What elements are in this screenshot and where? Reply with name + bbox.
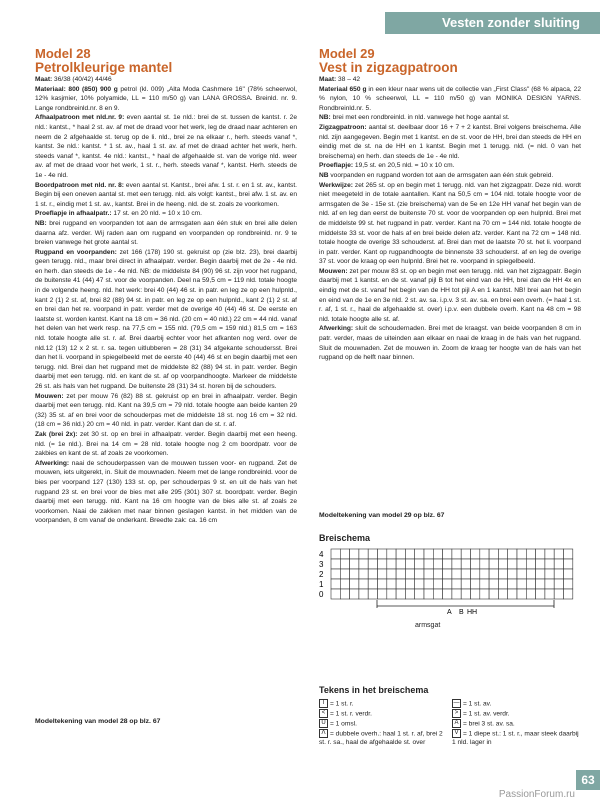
legend-item: < = 1 st. r. verdr. bbox=[319, 709, 444, 718]
chart-cell bbox=[378, 579, 387, 589]
chart-cell bbox=[536, 569, 545, 579]
row-label: 4 bbox=[319, 550, 324, 559]
chart-cell bbox=[461, 589, 470, 599]
chart-cell bbox=[564, 559, 573, 569]
size-line: Maat: 36/38 (40/42) 44/46 bbox=[35, 76, 112, 83]
chart-cell bbox=[536, 579, 545, 589]
chart-cell bbox=[517, 549, 526, 559]
chart-cell bbox=[545, 559, 554, 569]
legend-item: > = 1 st. av. verdr. bbox=[452, 709, 582, 718]
chart-cell bbox=[461, 559, 470, 569]
arrow-label-a: A bbox=[447, 609, 452, 616]
chart-cell bbox=[489, 589, 498, 599]
material-line: Materiaal 650 g in een kleur naar wens uit de collectie van „First Class" (68 % alpaca, 22 % nylon, 10 % scheerwol, LL = 110 m/50 g) van MONIKA DESIGN YARNS. Rondbreinld.nr. 5. bbox=[319, 85, 582, 112]
chart-cell bbox=[536, 559, 545, 569]
paragraph: NB voorpanden en rugpand worden tot aan de armsgaten aan één stuk gebreid. bbox=[319, 171, 554, 179]
chart-cell bbox=[424, 559, 433, 569]
arrow-label-b: B bbox=[459, 609, 464, 616]
chart-cell bbox=[368, 589, 377, 599]
watermark: PassionForum.ru bbox=[498, 789, 575, 800]
footnote-left: Modeltekening van model 28 op blz. 67 bbox=[35, 718, 161, 725]
chart-cell bbox=[489, 569, 498, 579]
chart-cell bbox=[359, 549, 368, 559]
page-number: 63 bbox=[576, 770, 600, 790]
paragraph: Mouwen: zet per mouw 76 (82) 88 st. gekruist op en brei in afhaalpatr. verder. Begin daarbij met een terugg. nld. Kant na 39,5 cm = 79 nld. totale hoogte aan beide kanten 29 (32) 35 st. af en brei voor de schouderpas met de middelste 18 st. nog 16 cm = 32 nld. (18 cm = 36 nld.) 20 cm = 40 nld. in patr. verder. Kant dan de st. r. af. bbox=[35, 392, 297, 429]
chart-cell bbox=[405, 559, 414, 569]
chart-cell bbox=[359, 559, 368, 569]
chart-cell bbox=[443, 579, 452, 589]
paragraph: Werkwijze: zet 265 st. op en begin met 1 terugg. nld. van het zigzagpatr. Deze nld. wordt niet meegeteld in de totale aantallen. Kant na 50,5 cm = 104 nld. totale hoogte voor de armsgaten de 3e - 15e st. (zie breischema) van de 5e en 12e HH vanaf het begin van de nld. af en leg dan eerst de buitenste 70 st. voor de voorpanden op een hulpnld. Brei met de middelste 99 st. het rugpand in patr. verder. Kant na 70 cm = 144 nld. totale hoogte de middelste 33 st. voor de hals af en brei beide delen afz. verder. Kant na 72 cm = 148 nld. totale hoogte de overige 33 schouderst. af. Brei dan met de laatste 70 st. het li. voorpand in patr. verder. Kant op rugpandhoogte de binnenste 33 schouderst. af en leg de overige 37 st. voor de kraag op een hulpnld. Brei het re. voorpand in spiegelbeeld. bbox=[319, 181, 581, 266]
chart-grid bbox=[331, 549, 573, 599]
chart-cell bbox=[350, 549, 359, 559]
chart-cell bbox=[368, 579, 377, 589]
chart-cell bbox=[564, 579, 573, 589]
chart-cell bbox=[415, 579, 424, 589]
chart-cell bbox=[452, 579, 461, 589]
chart-cell bbox=[554, 569, 563, 579]
chart-cell bbox=[517, 559, 526, 569]
chart-cell bbox=[424, 569, 433, 579]
chart-cell bbox=[508, 559, 517, 569]
material-line: Materiaal: 800 (850) 900 g petrol (kl. 009) „Alta Moda Cashmere 16" (78% scheerwol, 12% kasjmier, 10% polyamide, LL = 110 m/50 g) van LANA GROSSA. Breinld. nr. 9. Lange rondbreinld.nr. 8 en 9. bbox=[35, 85, 297, 112]
chart-cell bbox=[536, 549, 545, 559]
chart-cell bbox=[378, 549, 387, 559]
chart-cell bbox=[545, 569, 554, 579]
chart-cell bbox=[480, 569, 489, 579]
chart-cell bbox=[498, 559, 507, 569]
paragraph: Afhaalpatroon met nld.nr. 9: even aantal st. 1e nld.: brei de st. tussen de kantst. r. 2e nld.: kantst., * haal 2 st. av. af met de draad voor het werk, leg de draad naar achteren en neem de 2 afgehaalde st. terug op de li. nld., brei ze na elkaar r., herh. steeds vanaf *, kantst. 3e nld.: kantst. * 1 st. av., haal 1 st. av. af met de draad achter het werk, herh. steeds vanaf *, kantst. 4e nld.: kantst., * haal de afgehaalde st. van de vorige nld. weer av. af met de draad voor het werk, 1 st. r., herh. steeds vanaf *, kantst. Herh. steeds de 1e - 4e nld. bbox=[35, 114, 298, 179]
chart-cell bbox=[396, 579, 405, 589]
chart-cell bbox=[387, 559, 396, 569]
chart-cell bbox=[471, 559, 480, 569]
legend-item: U = 1 omsl. bbox=[319, 719, 444, 728]
chart-title: Breischema bbox=[319, 533, 371, 543]
chart-cell bbox=[526, 559, 535, 569]
chart-cell bbox=[471, 589, 480, 599]
chart-cell bbox=[396, 589, 405, 599]
chart-cell bbox=[350, 589, 359, 599]
chart-cell bbox=[405, 589, 414, 599]
chart-cell bbox=[452, 569, 461, 579]
chart-cell bbox=[415, 549, 424, 559]
chart-cell bbox=[340, 559, 349, 569]
chart-cell bbox=[545, 549, 554, 559]
chart-cell bbox=[461, 569, 470, 579]
paragraph: NB: brei met een rondbreinld. in nld. vanwege het hoge aantal st. bbox=[319, 114, 510, 122]
chart-cell bbox=[378, 559, 387, 569]
chart-cell bbox=[526, 589, 535, 599]
chart-cell bbox=[405, 549, 414, 559]
chart-cell bbox=[415, 569, 424, 579]
row-label: 1 bbox=[319, 580, 324, 589]
chart-cell bbox=[545, 589, 554, 599]
chart-cell bbox=[564, 569, 573, 579]
paragraph: Proeflapje in afhaalpatr.: 17 st. en 20 nld. = 10 x 10 cm. bbox=[35, 210, 202, 218]
chart-cell bbox=[545, 579, 554, 589]
chart-cell bbox=[564, 549, 573, 559]
chart-cell bbox=[480, 579, 489, 589]
chart-cell bbox=[424, 549, 433, 559]
right-column bbox=[319, 47, 581, 363]
chart-cell bbox=[396, 549, 405, 559]
chart-cell bbox=[489, 579, 498, 589]
chart-cell bbox=[433, 559, 442, 569]
knitting-chart bbox=[319, 548, 584, 620]
paragraph: Afwerking: sluit de schoudernaden. Brei met de kraagst. van beide voorpanden 8 cm in patr. verder, maas de uiteinden aan elkaar en naai de kraag in de hals van het rugpand. Sluit de mouwnaden. Zet de mouwen in. Zoom de kraag ter hoogte van de hals van het rugpand op de helft naar binnen. bbox=[319, 325, 581, 362]
chart-cell bbox=[378, 569, 387, 579]
chart-cell bbox=[387, 589, 396, 599]
chart-cell bbox=[461, 579, 470, 589]
chart-cell bbox=[471, 549, 480, 559]
paragraph: Boordpatroon met nld. nr. 8: even aantal st. Kantst., brei afw. 1 st. r. en 1 st. av., kantst. Begin bij een oneven aantal st. met een terugg. nld. als volgt: kantst., brei afw. 1 st. av. en 1 st. r., eindig met 1 st. av., kantst. Brei in de heeng. nld. de st. zoals ze voorkomen. bbox=[35, 181, 297, 208]
chart-cell bbox=[350, 559, 359, 569]
chart-cell bbox=[443, 549, 452, 559]
chart-cell bbox=[517, 569, 526, 579]
chart-cell bbox=[554, 559, 563, 569]
chart-cell bbox=[368, 559, 377, 569]
chart-cell bbox=[331, 589, 340, 599]
chart-cell bbox=[340, 579, 349, 589]
chart-cell bbox=[340, 569, 349, 579]
chart-cell bbox=[433, 569, 442, 579]
chart-cell bbox=[331, 579, 340, 589]
paragraph: Afwerking: naai de schouderpassen van de mouwen tussen voor- en rugpand. Zet de mouwen, iets uitgerekt, in. Sluit de mouwnaden. Neem met de lange rondbreinld. voor de bies per voorpand 127 (130) 133 st. op, per schouderpas 9 st. en uit de hals van het rugpand 23 st. en brei voor de bies met alle 295 (301) 307 st. boordpatr. verder. Begin daarbij met een terugg. nld. Kant na 16 cm hoogte van de bies alle st. af zoals ze voorkomen. Naai de zakken met naar binnen geslagen kantst. in het midden van de voorpanden, 8 cm vanaf de onderkant. Breedte zak: ca. 16 cm bbox=[35, 459, 297, 525]
model-title: Vest in zigzagpatroon bbox=[319, 60, 458, 75]
chart-cell bbox=[331, 549, 340, 559]
legend-title: Tekens in het breischema bbox=[319, 685, 429, 695]
chart-cell bbox=[359, 589, 368, 599]
chart-cell bbox=[387, 549, 396, 559]
chart-cell bbox=[368, 569, 377, 579]
chart-cell bbox=[387, 579, 396, 589]
model-title: Petrolkleurige mantel bbox=[35, 60, 173, 75]
legend-item: — = 1 st. av. bbox=[453, 700, 492, 708]
chart-cell bbox=[489, 549, 498, 559]
chart-cell bbox=[368, 549, 377, 559]
chart-cell bbox=[405, 579, 414, 589]
chart-cell bbox=[350, 579, 359, 589]
paragraph: Rugpand en voorpanden: zet 166 (178) 190 st. gekruist op (zie blz. 23), brei daarbij geen terugg. nld., maar brei direct in afhaalpatr. verder. Begin daarbij met de 2e - 4e nld. en herh. dan steeds de 1e - 4e nld. NB: de middelste 84 (90) 96 st. zijn voor het rugpand, de buitenste 41 (44) 47 st. voor de voorpanden. Deel na 59,5 cm = 119 nld. totale hoogte in de volgende heeng. nld. het werk: brei 40 (44) 46 st. in patr. en leg ze op een hulpnld., kant 2 (1) 2 st. af, brei 82 (88) 94 st. in patr. en leg ze op een hulpnld., kant 2 (1) 2 st. af en brei dan het re. voorpand in patr. verder met de overige 40 (44) 46 st. De eerste en laatste st. worden kantst. Kant na 18 cm = 36 nld. (20 cm = 40 nld.) 22 cm = 44 nld. vanaf het delen van het werk resp. na 77,5 cm = 155 nld. (79,5 cm = 159 nld.) 81,5 cm = 163 nld. totale hoogte alle st. r. af. Brei daarbij echter voor het afkanten nog verd. over de nld.12 (13) 12 x 2 st. r. sa. tegen uitlubberen = 28 (31) 34 afgekante schoudersst. Brei dan het li. voorpand in spiegelbeeld met de eerste 40 (44) 46 st en begin daarbij met een terugg. nld. Brei dan het rugpand met de middelste 82 (88) 94 st. in patr. verder. Begin daarbij met een terugg. nld. en kant de st. af op voorpandhoogte. Markeer de middelste 26 st. als hals van het rugpand. De buitenste 28 (31) 34 st. horen bij de schouders. bbox=[35, 248, 297, 390]
chart-cell bbox=[489, 559, 498, 569]
chart-cell bbox=[443, 589, 452, 599]
section-title: Vesten zonder sluiting bbox=[385, 12, 600, 34]
legend-item: Λ = dubbele overh.: haal 1 st. r. af, brei 2 st. r. sa., haal de afgehaalde st. over bbox=[319, 730, 443, 747]
chart-cell bbox=[498, 549, 507, 559]
chart-cell bbox=[508, 589, 517, 599]
row-label: 0 bbox=[319, 590, 324, 599]
chart-cell bbox=[452, 549, 461, 559]
chart-cell bbox=[498, 579, 507, 589]
chart-cell bbox=[508, 549, 517, 559]
chart-cell bbox=[405, 569, 414, 579]
chart-cell bbox=[433, 549, 442, 559]
chart-cell bbox=[424, 589, 433, 599]
chart-cell bbox=[396, 569, 405, 579]
chart-cell bbox=[554, 589, 563, 599]
chart-cell bbox=[443, 569, 452, 579]
chart-cell bbox=[498, 569, 507, 579]
chart-cell bbox=[564, 589, 573, 599]
chart-cell bbox=[526, 579, 535, 589]
chart-cell bbox=[471, 579, 480, 589]
left-column bbox=[35, 47, 297, 526]
row-label: 2 bbox=[319, 570, 324, 579]
chart-cell bbox=[424, 579, 433, 589]
chart-cell bbox=[517, 579, 526, 589]
paragraph: Zigzagpatroon: aantal st. deelbaar door 16 + 7 + 2 kantst. Brei volgens breischema. Alle nld. zijn aangegeven. Begin met 1 kantst. en de st. voor de HH, brei dan steeds de HH en eindig met de st. na de HH en 1 kantst. Begin met 1 terugg. nld. (= nld. 0 van het breischema) en herh. dan steeds de 1e - 4e nld. bbox=[319, 123, 581, 160]
size-line: Maat: 38 – 42 bbox=[319, 76, 361, 83]
chart-cell bbox=[452, 589, 461, 599]
paragraph: NB: brei rugpand en voorpanden tot aan de armsgaten aan één stuk en brei alle delen daarna afz. verder. Wij raden aan om rugpand en voorpanden op rondbreinld. nr. 9 te breien vanwege het grote aantal st. bbox=[35, 219, 297, 247]
chart-cell bbox=[554, 549, 563, 559]
chart-cell bbox=[517, 589, 526, 599]
model-number: Model 29 bbox=[319, 46, 375, 61]
chart-cell bbox=[452, 559, 461, 569]
chart-cell bbox=[480, 589, 489, 599]
chart-cell bbox=[526, 569, 535, 579]
legend-item: V = 1 diepe st.: 1 st. r., maar steek daarbij 1 nld. lager in bbox=[452, 730, 579, 747]
chart-cell bbox=[461, 549, 470, 559]
chart-cell bbox=[526, 549, 535, 559]
paragraph: Mouwen: zet per mouw 83 st. op en begin met een terugg. nld. van het zigzagpatr. Begin daarbij met 1 kantst. en de st. vanaf pijl B tot het eind van de HH, brei dan de HH 4x en eindig met de st. vanaf het begin van de HH tot pijl A en 1 kantst. NB! brei aan het begin en eind van de 1e en 3e nld. 2 st. av. sa. i.p.v. 3 st. av. sa. en brei een overh. (= haal 1 st. r. af, 1 st. r., haal de afgehaalde st. over) i.p.v. een dubbele overh. Kant na 48 cm = 98 nld. totale hoogte alle st. af. bbox=[319, 267, 581, 323]
chart-cell bbox=[331, 559, 340, 569]
chart-cell bbox=[443, 559, 452, 569]
chart-cell bbox=[498, 589, 507, 599]
chart-cell bbox=[396, 559, 405, 569]
model-number: Model 28 bbox=[35, 46, 91, 61]
legend-item: A = brei 3 st. av. sa. bbox=[452, 719, 582, 728]
chart-cell bbox=[331, 569, 340, 579]
chart-cell bbox=[387, 569, 396, 579]
chart-cell bbox=[340, 589, 349, 599]
chart-cell bbox=[480, 549, 489, 559]
paragraph: Proeflapje: 19,5 st. en 20,5 nld. = 10 x 10 cm. bbox=[319, 162, 455, 170]
row-label: 3 bbox=[319, 560, 324, 569]
chart-cell bbox=[378, 589, 387, 599]
legend-item: I = 1 st. r. bbox=[319, 699, 444, 708]
chart-cell bbox=[433, 579, 442, 589]
chart-cell bbox=[536, 589, 545, 599]
chart-cell bbox=[350, 569, 359, 579]
chart-cell bbox=[508, 569, 517, 579]
chart-cell bbox=[359, 569, 368, 579]
footnote-right: Modeltekening van model 29 op blz. 67 bbox=[319, 512, 445, 519]
chart-cell bbox=[359, 579, 368, 589]
chart-cell bbox=[554, 579, 563, 589]
armsgat-label: armsgat bbox=[415, 622, 441, 629]
paragraph: Zak (brei 2x): zet 30 st. op en brei in afhaalpatr. verder. Begin daarbij met een heeng. nld. (= 1e nld.). Brei na 14 cm = 28 nld. totale hoogte nog 2 cm boordpatr. voor de zakbies en kant de st. af zoals ze voorkomen. bbox=[35, 430, 297, 458]
chart-cell bbox=[508, 579, 517, 589]
chart-cell bbox=[480, 559, 489, 569]
chart-cell bbox=[340, 549, 349, 559]
hh-label: HH bbox=[467, 609, 478, 616]
chart-cell bbox=[471, 569, 480, 579]
chart-cell bbox=[415, 589, 424, 599]
chart-cell bbox=[415, 559, 424, 569]
chart-cell bbox=[433, 589, 442, 599]
